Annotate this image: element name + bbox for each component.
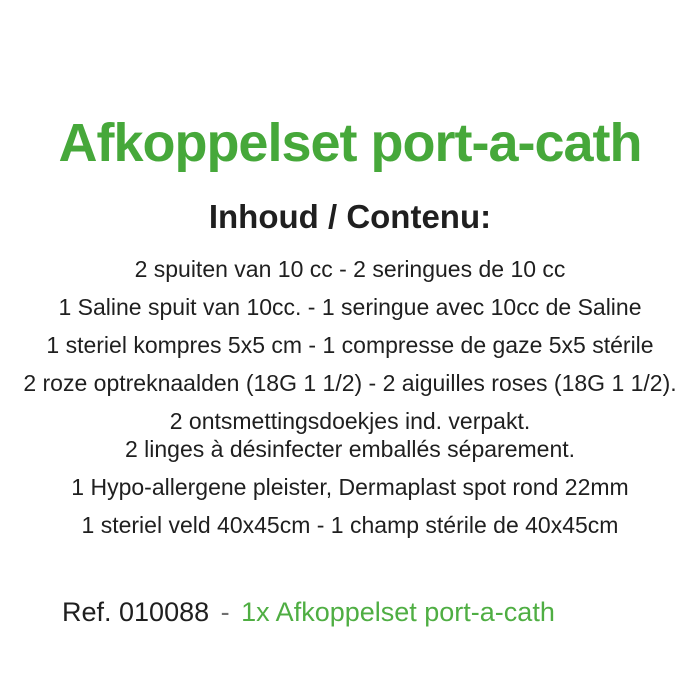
page-title: Afkoppelset port-a-cath bbox=[58, 113, 642, 173]
content-line-8: 1 steriel veld 40x45cm - 1 champ stérile de 40x45cm bbox=[81, 512, 619, 539]
contents-list bbox=[0, 250, 700, 544]
content-line-5: 2 ontsmettingsdoekjes ind. verpakt. bbox=[169, 408, 531, 435]
content-line-7: 1 Hypo-allergene pleister, Dermaplast spot rond 22mm bbox=[71, 474, 629, 501]
reference-line bbox=[62, 596, 555, 628]
content-line-2: 1 Saline spuit van 10cc. - 1 seringue avec 10cc de Saline bbox=[58, 294, 642, 321]
content-line-3: 1 steriel kompres 5x5 cm - 1 compresse de gaze 5x5 stérile bbox=[46, 332, 654, 359]
reference-separator: - bbox=[220, 597, 230, 627]
content-line-1: 2 spuiten van 10 cc - 2 seringues de 10 cc bbox=[134, 256, 566, 283]
reference-number: Ref. 010088 bbox=[62, 597, 210, 627]
contents-heading: Inhoud / Contenu: bbox=[208, 198, 492, 236]
content-line-4: 2 roze optreknaalden (18G 1 1/2) - 2 aiguilles roses (18G 1 1/2). bbox=[23, 370, 677, 397]
content-line-6: 2 linges à désinfecter emballés séparement. bbox=[124, 436, 576, 463]
product-name: 1x Afkoppelset port-a-cath bbox=[241, 597, 555, 627]
